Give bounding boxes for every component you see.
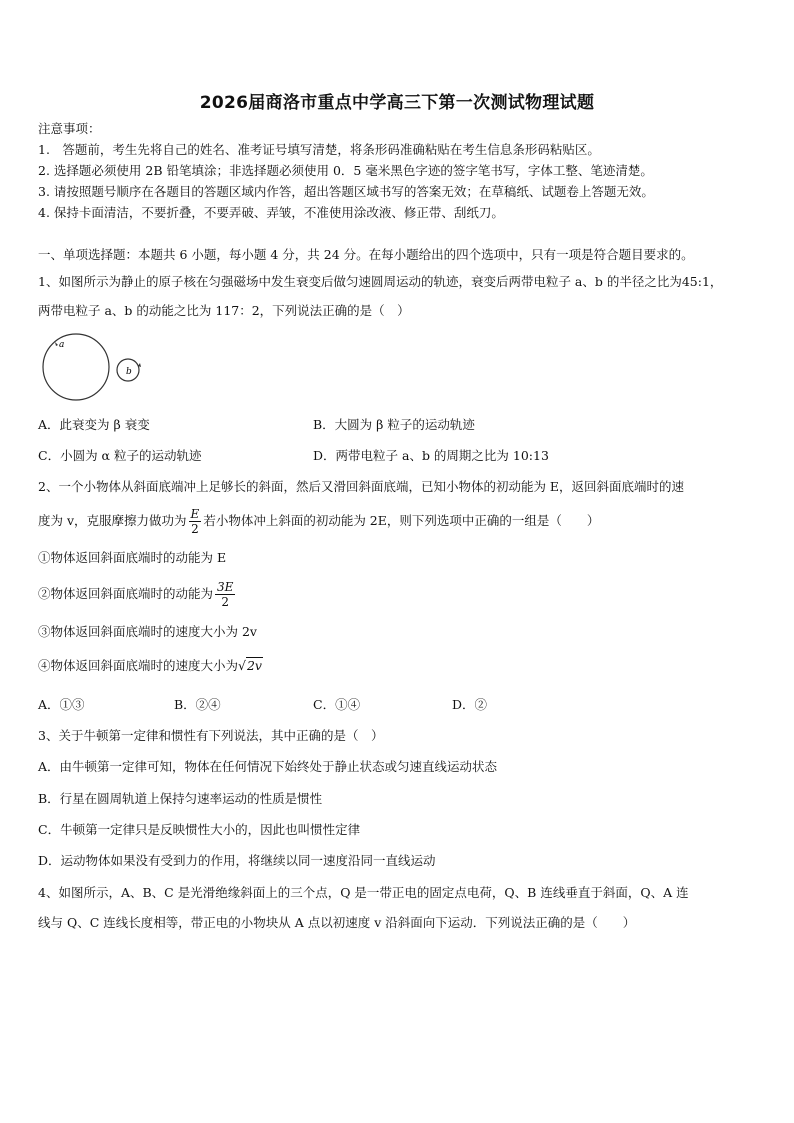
notice-item: 1. 答题前，考生先将自己的姓名、准考证号填写清楚，将条形码准确粘贴在考生信息条形码粘贴区。 [38, 142, 600, 157]
q4-stem-line2: 线与 Q、C 连线长度相等，带正电的小物块从 A 点以初速度 v 沿斜面向下运动．下列说法正确的是（ ） [38, 915, 636, 930]
notice-item: 4. 保持卡面清洁，不要折叠，不要弄破、弄皱，不准使用涂改液、修正带、刮纸刀。 [38, 205, 504, 220]
q3-option-d: D．运动物体如果没有受到力的作用，将继续以同一速度沿同一直线运动 [38, 853, 436, 868]
sqrt-expression: √2v [238, 658, 262, 673]
q1-option-b: B．大圆为 β 粒子的运动轨迹 [313, 417, 475, 432]
q2-option-b: B．②④ [174, 697, 221, 712]
q1-stem-line2: 两带电粒子 a、b 的动能之比为 117：2，下列说法正确的是（ ） [38, 303, 410, 318]
q2-item-2 [38, 578, 237, 610]
q3-option-a: A．由牛顿第一定律可知，物体在任何情况下始终处于静止状态或匀速直线运动状态 [38, 759, 498, 774]
q3-option-c: C．牛顿第一定律只是反映惯性大小的，因此也叫惯性定律 [38, 822, 361, 837]
notice-item: 2. 选择题必须使用 2B 铅笔填涂；非选择题必须使用 0．5 毫米黑色字迹的签字笔书写，字体工整、笔迹清楚。 [38, 163, 653, 178]
q1-trajectory-figure [40, 330, 150, 405]
q2-item-2-num: 3E [217, 580, 234, 594]
q2-item-2-fraction [215, 580, 235, 609]
q2-stem-text: 度为 v，克服摩擦力做功为 [38, 513, 187, 528]
q2-item-4 [38, 657, 263, 675]
q2-option-c: C．①④ [313, 697, 361, 712]
q2-item-3: ③物体返回斜面底端时的速度大小为 2v [38, 624, 257, 639]
notice-item: 3. 请按照题号顺序在各题目的答题区域内作答，超出答题区域书写的答案无效；在草稿纸、试题卷上答题无效。 [38, 184, 654, 199]
q2-stem-text-after: 若小物体冲上斜面的初动能为 2E，则下列选项中正确的一组是（ ） [203, 513, 600, 528]
page-title: 2026届商洛市重点中学高三下第一次测试物理试题 [199, 93, 595, 113]
arrow-a-icon [55, 342, 58, 346]
q2-item-1: ①物体返回斜面底端时的动能为 E [38, 550, 227, 565]
q1-stem-line1: 1、如图所示为静止的原子核在匀强磁场中发生衰变后做匀速圆周运动的轨迹，衰变后两带电粒子 a、b 的半径之比为45:1， [38, 274, 723, 289]
large-circle-trajectory [43, 334, 109, 400]
q2-stem-line2 [38, 505, 599, 537]
sqrt-radicand: 2v [246, 658, 262, 673]
q2-item-4-text: ④物体返回斜面底端时的速度大小为 [38, 658, 239, 673]
q4-stem-line1: 4、如图所示，A、B、C 是光滑绝缘斜面上的三个点，Q 是一带正电的固定点电荷，Q、B 连线垂直于斜面，Q、A 连 [38, 885, 689, 900]
q2-item-2-text: ②物体返回斜面底端时的动能为 [38, 586, 214, 601]
q2-stem-line1: 2、一个小物体从斜面底端冲上足够长的斜面，然后又滑回斜面底端，已知小物体的初动能为 E，返回斜面底端时的速 [38, 479, 685, 494]
q1-option-d: D．两带电粒子 a、b 的周期之比为 10:13 [313, 448, 549, 463]
q2-item-2-den: 2 [221, 595, 230, 609]
q2-frac-den: 2 [191, 522, 199, 536]
q2-frac-num: E [190, 507, 200, 521]
q2-option-d: D．② [452, 697, 488, 712]
q3-option-b: B．行星在圆周轨道上保持匀速率运动的性质是惯性 [38, 791, 323, 806]
q2-option-a: A．①③ [38, 697, 85, 712]
section-heading: 一、单项选择题：本题共 6 小题，每小题 4 分，共 24 分。在每小题给出的四个选项中，只有一项是符合题目要求的。 [38, 247, 694, 262]
q2-fraction [189, 507, 202, 536]
notice-heading: 注意事项： [38, 121, 101, 136]
q3-stem: 3、关于牛顿第一定律和惯性有下列说法，其中正确的是（ ） [38, 728, 384, 743]
label-b: b [126, 367, 132, 377]
q1-option-a: A．此衰变为 β 衰变 [38, 417, 150, 432]
label-a: a [59, 340, 65, 350]
q1-option-c: C．小圆为 α 粒子的运动轨迹 [38, 448, 202, 463]
